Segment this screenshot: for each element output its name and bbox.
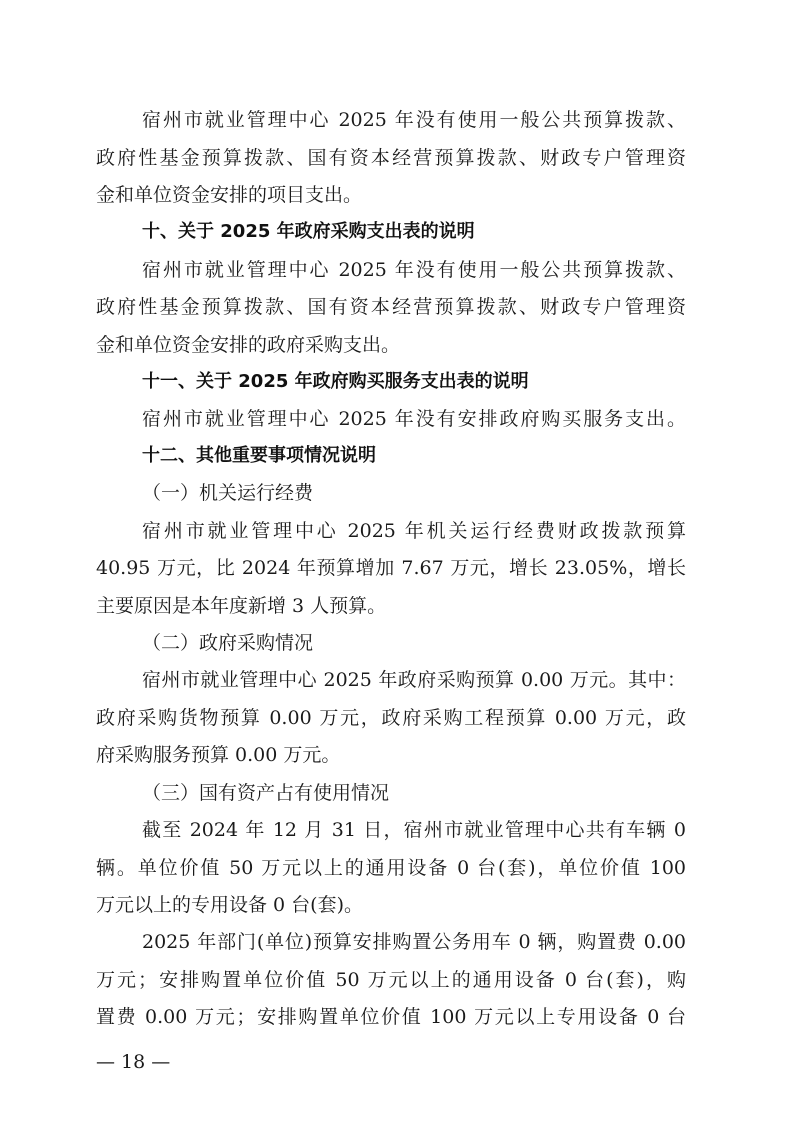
paragraph-line: 宿州市就业管理中心 2025 年机关运行经费财政拨款预算 xyxy=(142,520,686,542)
paragraph-line: 金和单位资金安排的项目支出。 xyxy=(96,184,363,206)
paragraph-line: 金和单位资金安排的政府采购支出。 xyxy=(96,334,401,356)
paragraph-line: 主要原因是本年度新增 3 人预算。 xyxy=(96,595,387,617)
subsection-heading: （二）政府采购情况 xyxy=(142,632,314,654)
paragraph-line: 40.95 万元，比 2024 年预算增加 7.67 万元，增长 23.05%，增长 xyxy=(96,557,686,579)
paragraph-line: 政府性基金预算拨款、国有资本经营预算拨款、财政专户管理资 xyxy=(96,296,686,318)
paragraph-line: 政府采购货物预算 0.00 万元，政府采购工程预算 0.00 万元，政 xyxy=(96,707,686,729)
subsection-heading: （一）机关运行经费 xyxy=(142,482,314,504)
paragraph-line: 宿州市就业管理中心 2025 年没有使用一般公共预算拨款、 xyxy=(142,259,686,281)
paragraph-line: 政府性基金预算拨款、国有资本经营预算拨款、财政专户管理资 xyxy=(96,147,686,169)
paragraph-line: 宿州市就业管理中心 2025 年没有使用一般公共预算拨款、 xyxy=(142,109,686,131)
paragraph-line: 宿州市就业管理中心 2025 年没有安排政府购买服务支出。 xyxy=(142,408,686,430)
paragraph-line: 2025 年部门(单位)预算安排购置公务用车 0 辆，购置费 0.00 xyxy=(142,931,686,953)
paragraph-line: 截至 2024 年 12 月 31 日，宿州市就业管理中心共有车辆 0 xyxy=(142,819,686,841)
section-heading: 十一、关于 2025 年政府购买服务支出表的说明 xyxy=(142,371,529,392)
paragraph-line: 万元；安排购置单位价值 50 万元以上的通用设备 0 台(套)，购 xyxy=(96,969,686,991)
page-number: — 18 — xyxy=(96,1051,171,1073)
paragraph-line: 宿州市就业管理中心 2025 年政府采购预算 0.00 万元。其中： xyxy=(142,669,686,691)
section-heading: 十二、其他重要事项情况说明 xyxy=(142,445,376,466)
subsection-heading: （三）国有资产占有使用情况 xyxy=(142,782,390,804)
paragraph-line: 辆。单位价值 50 万元以上的通用设备 0 台(套)，单位价值 100 xyxy=(96,857,686,879)
paragraph-line: 置费 0.00 万元；安排购置单位价值 100 万元以上专用设备 0 台 xyxy=(96,1006,686,1028)
paragraph-line: 府采购服务预算 0.00 万元。 xyxy=(96,744,341,766)
paragraph-line: 万元以上的专用设备 0 台(套)。 xyxy=(96,894,363,916)
section-heading: 十、关于 2025 年政府采购支出表的说明 xyxy=(142,221,475,242)
